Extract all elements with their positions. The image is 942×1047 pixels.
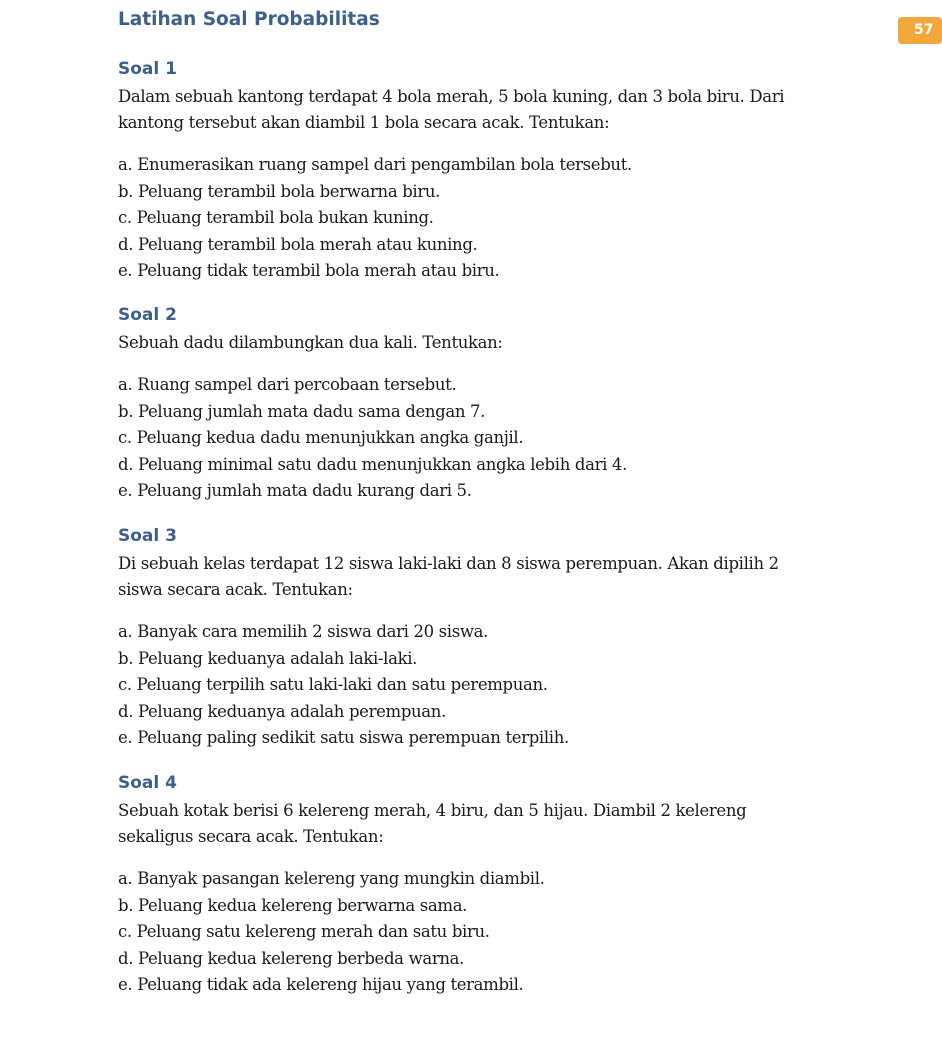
sub-question-item: e. Peluang tidak terambil bola merah atau biru. bbox=[118, 261, 500, 280]
section-heading: Soal 4 bbox=[118, 773, 177, 793]
page-title: Latihan Soal Probabilitas bbox=[118, 9, 380, 30]
section-heading: Soal 3 bbox=[118, 526, 177, 546]
section-heading: Soal 1 bbox=[118, 59, 177, 79]
question-text: Sebuah kotak berisi 6 kelereng merah, 4 biru, dan 5 hijau. Diambil 2 kelereng sekaligus secara acak. Tentukan: bbox=[118, 801, 747, 846]
soal-1-section bbox=[118, 58, 818, 285]
sub-question-item: b. Peluang terambil bola berwarna biru. bbox=[118, 181, 441, 201]
sub-question-item: a. Banyak pasangan kelereng yang mungkin diambil. bbox=[118, 869, 545, 888]
sub-question-item: b. Peluang keduanya adalah laki-laki. bbox=[118, 648, 418, 668]
sub-question-item: b. Peluang kedua kelereng berwarna sama. bbox=[118, 895, 468, 915]
sub-question-item: a. Banyak cara memilih 2 siswa dari 20 siswa. bbox=[118, 622, 489, 641]
page-number-badge: 57 bbox=[898, 17, 942, 44]
sub-question-item: b. Peluang jumlah mata dadu sama dengan 7. bbox=[118, 401, 486, 421]
sub-question-item: d. Peluang keduanya adalah perempuan. bbox=[118, 701, 446, 721]
soal-2-section bbox=[118, 304, 818, 505]
sub-question-item: e. Peluang jumlah mata dadu kurang dari 5. bbox=[118, 481, 472, 500]
sub-question-item: d. Peluang minimal satu dadu menunjukkan angka lebih dari 4. bbox=[118, 454, 627, 474]
soal-4-section bbox=[118, 772, 818, 999]
sub-question-list bbox=[118, 619, 818, 752]
section-heading: Soal 2 bbox=[118, 305, 177, 325]
sub-question-list bbox=[118, 866, 818, 999]
question-text: Sebuah dadu dilambungkan dua kali. Tentukan: bbox=[118, 333, 503, 352]
sub-question-item: a. Enumerasikan ruang sampel dari pengambilan bola tersebut. bbox=[118, 155, 632, 174]
sub-question-item: c. Peluang kedua dadu menunjukkan angka ganjil. bbox=[118, 428, 524, 447]
soal-3-section bbox=[118, 525, 818, 752]
question-text: Di sebuah kelas terdapat 12 siswa laki-laki dan 8 siswa perempuan. Akan dipilih 2 siswa secara acak. Tentukan: bbox=[118, 554, 779, 599]
question-text: Dalam sebuah kantong terdapat 4 bola merah, 5 bola kuning, dan 3 bola biru. Dari kantong tersebut akan diambil 1 bola secara acak. Tentukan: bbox=[118, 87, 785, 132]
sub-question-item: d. Peluang terambil bola merah atau kuning. bbox=[118, 234, 478, 254]
sub-question-list bbox=[118, 372, 818, 505]
sub-question-item: d. Peluang kedua kelereng berbeda warna. bbox=[118, 948, 465, 968]
sub-question-item: c. Peluang terpilih satu laki-laki dan satu perempuan. bbox=[118, 675, 548, 694]
sub-question-item: e. Peluang paling sedikit satu siswa perempuan terpilih. bbox=[118, 728, 569, 747]
sub-question-item: c. Peluang terambil bola bukan kuning. bbox=[118, 208, 434, 227]
sub-question-item: c. Peluang satu kelereng merah dan satu biru. bbox=[118, 922, 490, 941]
sub-question-list bbox=[118, 152, 818, 285]
sub-question-item: a. Ruang sampel dari percobaan tersebut. bbox=[118, 375, 457, 394]
sub-question-item: e. Peluang tidak ada kelereng hijau yang terambil. bbox=[118, 975, 524, 994]
